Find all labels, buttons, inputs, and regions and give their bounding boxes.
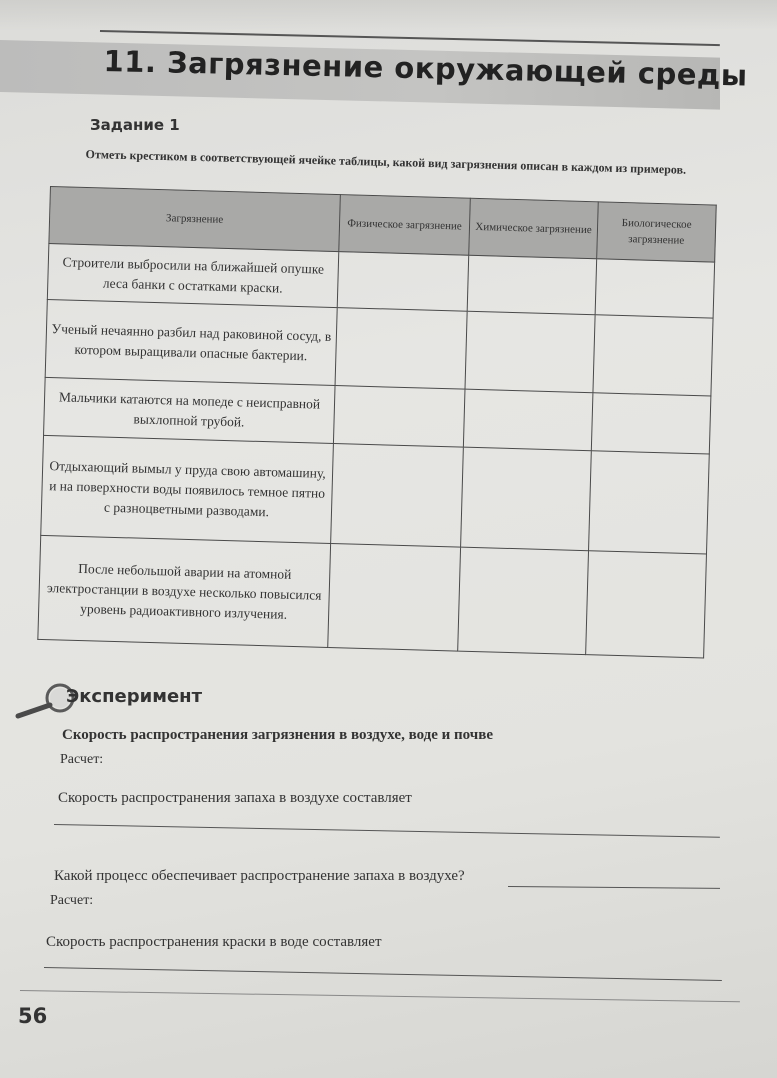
footer-rule xyxy=(20,990,740,1003)
task-instruction: Отметь крестиком в соответствующей ячейке таблицы, какой вид загрязнения описан в каждом из примеров. xyxy=(85,146,687,177)
page-title: 11. Загрязнение окружающей среды xyxy=(103,44,748,93)
pollution-table-wrap xyxy=(37,186,716,658)
table-row xyxy=(41,435,710,554)
example-cell: Ученый нечаянно разбил над раковиной сосуд, в котором выращивали опасные бактерии. xyxy=(45,299,337,385)
answer-cell-biological[interactable] xyxy=(589,451,710,554)
experiment-title: Эксперимент xyxy=(66,686,203,707)
answer-cell-physical[interactable] xyxy=(331,444,464,548)
example-cell: Отдыхающий вымыл у пруда свою автомашину, и на поверхности воды появилось темное пятно с разноцветными разводами. xyxy=(41,435,334,543)
answer-cell-biological[interactable] xyxy=(595,259,715,318)
page-number: 56 xyxy=(18,1004,48,1028)
column-header: Физическое загрязнение xyxy=(339,195,471,256)
example-cell: Строители выбросили на ближайшей опушке леса банки с остатками краски. xyxy=(47,243,338,307)
air-speed-text: Скорость распространения запаха в воздухе составляет xyxy=(58,790,412,806)
example-cell: Мальчики катаются на мопеде с неисправной выхлопной трубой. xyxy=(44,377,336,443)
answer-cell-chemical[interactable] xyxy=(458,547,589,655)
column-header: Биологическое загрязнение xyxy=(597,202,717,262)
answer-cell-physical[interactable] xyxy=(337,252,469,312)
answer-cell-biological[interactable] xyxy=(586,551,707,658)
title-rule xyxy=(100,30,720,46)
calc-label: Расчет: xyxy=(60,752,104,767)
answer-cell-physical[interactable] xyxy=(328,543,461,651)
question-text: Какой процесс обеспечивает распространение запаха в воздухе? xyxy=(54,868,465,884)
answer-cell-chemical[interactable] xyxy=(461,447,592,551)
pollution-table xyxy=(37,186,716,658)
table-row xyxy=(38,535,707,658)
answer-line-air-speed[interactable] xyxy=(54,824,720,838)
column-header: Загрязнение xyxy=(49,187,340,252)
answer-cell-physical[interactable] xyxy=(333,386,465,448)
answer-cell-chemical[interactable] xyxy=(465,311,595,393)
magnifier-icon xyxy=(14,680,74,720)
answer-line-water-speed[interactable] xyxy=(44,967,722,981)
answer-cell-chemical[interactable] xyxy=(467,255,597,315)
column-header: Химическое загрязнение xyxy=(469,198,599,259)
answer-cell-biological[interactable] xyxy=(591,393,711,454)
water-speed-text: Скорость распространения краски в воде составляет xyxy=(46,934,382,950)
page-shadow xyxy=(0,0,777,30)
answer-cell-biological[interactable] xyxy=(593,315,713,396)
task-heading: Задание 1 xyxy=(90,116,180,134)
answer-line-question[interactable] xyxy=(508,886,720,889)
experiment-subtitle: Скорость распространения загрязнения в воздухе, воде и почве xyxy=(62,727,493,743)
example-cell: После небольшой аварии на атомной электростанции в воздухе несколько повысился уровень радиоактивного излучения. xyxy=(38,535,331,647)
calc-label: Расчет: xyxy=(50,893,94,908)
answer-cell-chemical[interactable] xyxy=(463,389,593,451)
answer-cell-physical[interactable] xyxy=(335,308,467,390)
